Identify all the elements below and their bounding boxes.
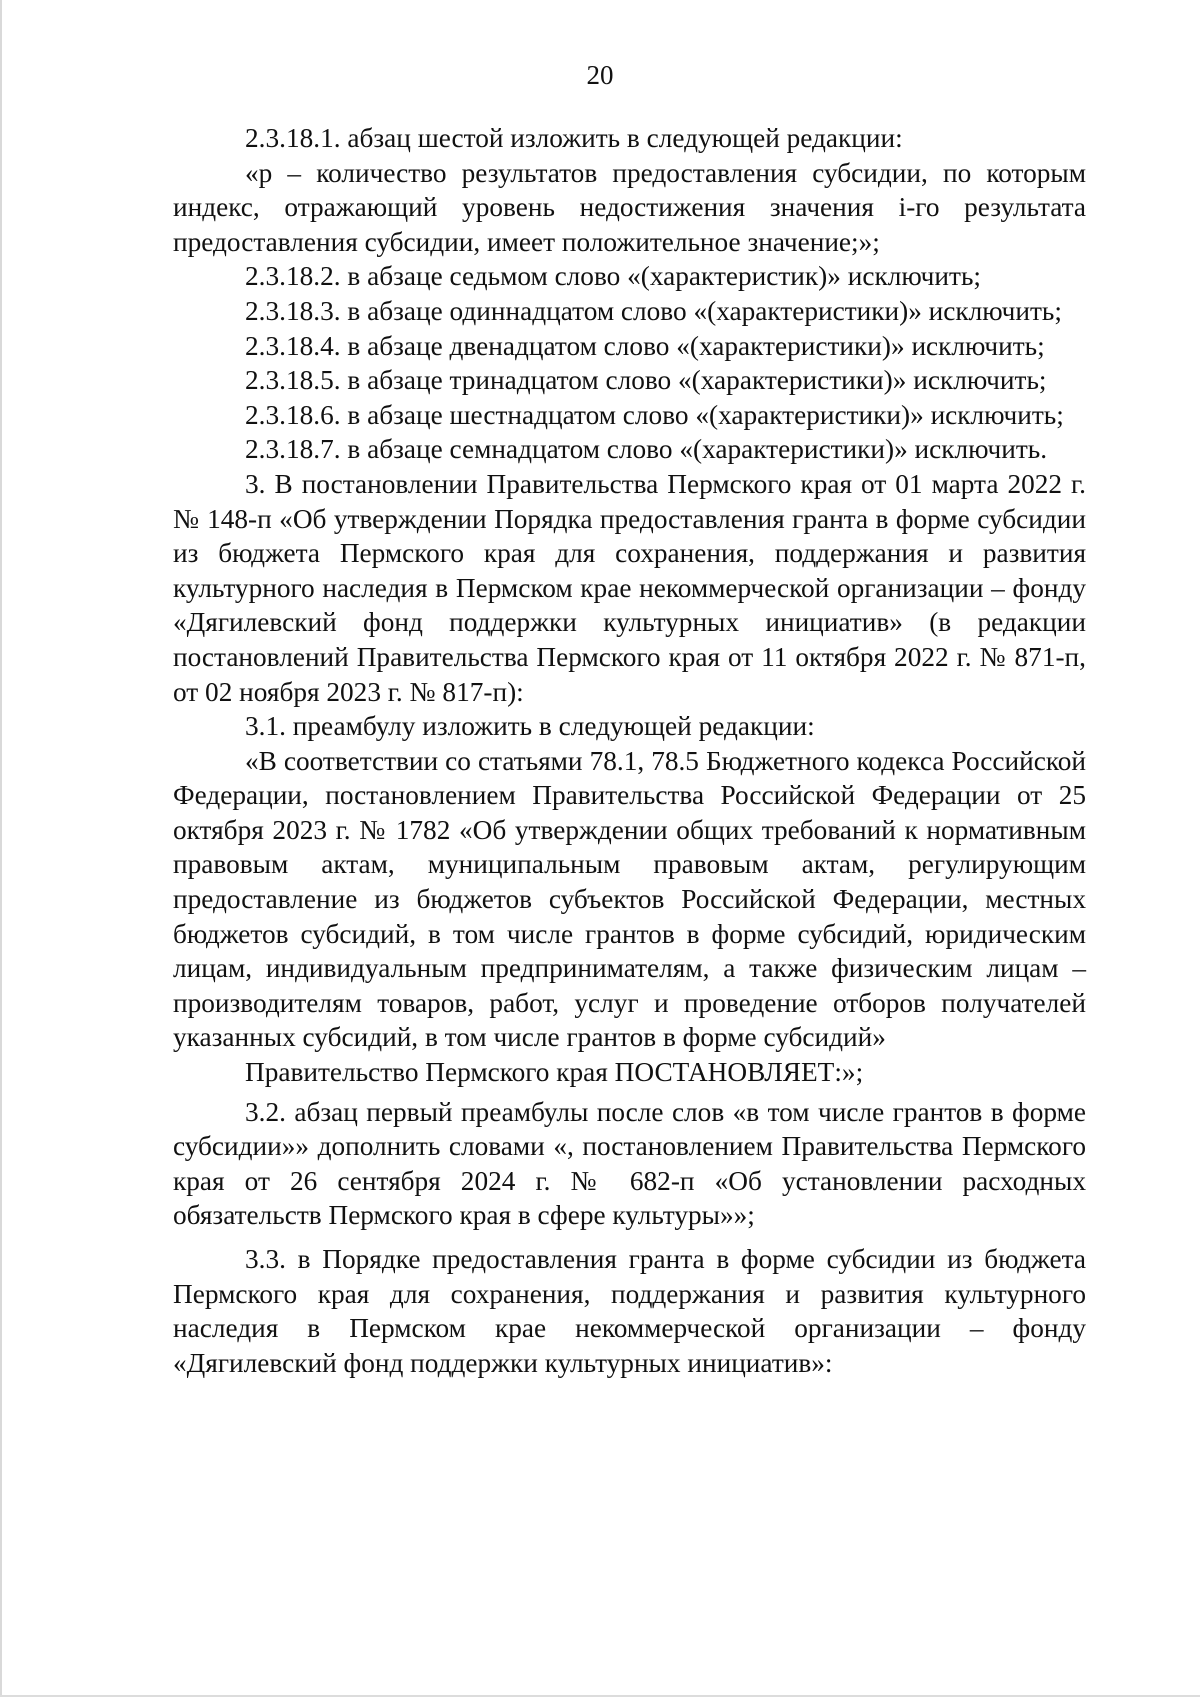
paragraph-2-3-18-5: 2.3.18.5. в абзаце тринадцатом слово «(характеристики)» исключить; <box>245 365 1047 396</box>
document-body <box>173 121 1086 1380</box>
page-number: 20 <box>586 60 614 90</box>
paragraph-2-3-18-7: 2.3.18.7. в абзаце семнадцатом слово «(характеристики)» исключить. <box>245 434 1048 465</box>
paragraph-3-3: 3.3. в Порядке предоставления гранта в форме субсидии из бюджета Пермского края для сохранения, поддержания и развития культурного наследия в Пермском крае некоммерческой организации – фонду «Дягилевский фонд поддержки культурных инициатив»: <box>173 1244 1086 1378</box>
paragraph-2-3-18-4: 2.3.18.4. в абзаце двенадцатом слово «(характеристики)» исключить; <box>245 330 1045 361</box>
paragraph-3-1: 3.1. преамбулу изложить в следующей редакции: <box>245 711 815 742</box>
paragraph-quote-p-definition: «р – количество результатов предоставления субсидии, по которым индекс, отражающий уровень недостижения значения i-го результата предоставления субсидии, имеет положительное значение;»; <box>173 157 1086 257</box>
paragraph-2-3-18-2: 2.3.18.2. в абзаце седьмом слово «(характеристик)» исключить; <box>245 261 981 292</box>
paragraph-3-2: 3.2. абзац первый преамбулы после слов «в том числе грантов в форме субсидии»» дополнить словами «, постановлением Правительства Пермского края от 26 сентября 2024 г. № 682-п «Об установлении расходных обязательств Пермского края в сфере культуры»»; <box>173 1096 1086 1231</box>
paragraph-3: 3. В постановлении Правительства Пермского края от 01 марта 2022 г. № 148-п «Об утверждении Порядка предоставления гранта в форме субсидии из бюджета Пермского края для сохранения, поддержания и развития культурного наследия в Пермском крае некоммерческой организации – фонду «Дягилевский фонд поддержки культурных инициатив» (в редакции постановлений Правительства Пермского края от 11 октября 2022 г. № 871-п, от 02 ноября 2023 г. № 817-п): <box>173 468 1086 707</box>
paragraph-2-3-18-6: 2.3.18.6. в абзаце шестнадцатом слово «(характеристики)» исключить; <box>245 399 1064 430</box>
paragraph-2-3-18-1: 2.3.18.1. абзац шестой изложить в следующей редакции: <box>245 123 903 153</box>
paragraph-2-3-18-3: 2.3.18.3. в абзаце одиннадцатом слово «(характеристики)» исключить; <box>245 295 1062 326</box>
paragraph-preamble-quote: «В соответствии со статьями 78.1, 78.5 Бюджетного кодекса Российской Федерации, постановлением Правительства Российской Федерации от 25 октября 2023 г. № 1782 «Об утверждении общих требований к нормативным правовым актам, муниципальным правовым актам, регулирующим предоставление из бюджетов субъектов Российской Федерации, местных бюджетов субсидий, в том числе грантов в форме субсидий, юридическим лицам, индивидуальным предпринимателям, а также физическим лицам – производителям товаров, работ, услуг и проведение отборов получателей указанных субсидий, в том числе грантов в форме субсидий» <box>173 745 1086 1053</box>
scan-edge-left <box>0 0 2 1697</box>
paragraph-government-decrees: Правительство Пермского края ПОСТАНОВЛЯЕТ:»; <box>245 1057 864 1088</box>
